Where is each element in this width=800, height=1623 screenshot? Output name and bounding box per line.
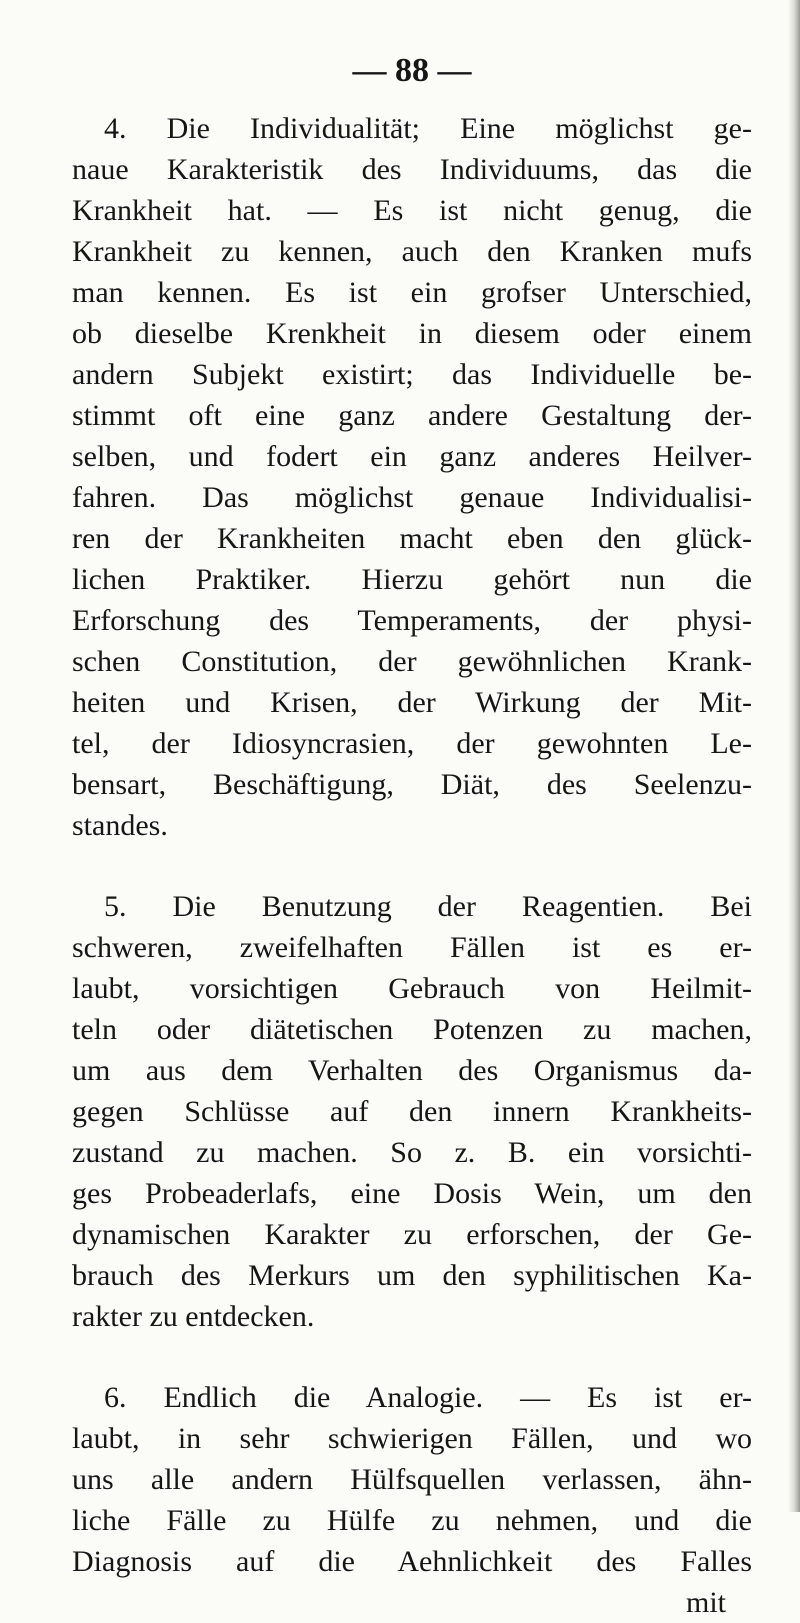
text-line: lichen Praktiker. Hierzu gehört nun die: [72, 563, 752, 596]
page-number: — 88 —: [352, 52, 472, 89]
text-line: dynamischen Karakter zu erforschen, der Ge-: [72, 1218, 752, 1251]
text-line: Krankheit hat. — Es ist nicht genug, die: [72, 194, 752, 227]
text-line: 4. Die Individualität; Eine möglichst ge-: [104, 112, 752, 145]
text-line: ges Probeaderlafs, eine Dosis Wein, um den: [72, 1177, 752, 1210]
text-line: rakter zu entdecken.: [72, 1300, 315, 1333]
text-line: laubt, in sehr schwierigen Fällen, und wo: [72, 1422, 752, 1455]
paragraph-gap: [72, 846, 752, 886]
text-line: Krankheit zu kennen, auch den Kranken mufs: [72, 235, 752, 268]
text-line: fahren. Das möglichst genaue Individualisi-: [72, 481, 752, 514]
text-line: schen Constitution, der gewöhnlichen Krank-: [72, 645, 752, 678]
text-line: tel, der Idiosyncrasien, der gewohnten Le-: [72, 727, 752, 760]
text-line: ob dieselbe Krenkheit in diesem oder einem: [72, 317, 752, 350]
page-edge-shadow: [788, 0, 800, 1512]
text-line: andern Subjekt existirt; das Individuelle be-: [72, 358, 752, 391]
text-line: stimmt oft eine ganz andere Gestaltung der-: [72, 399, 752, 432]
text-line: schweren, zweifelhaften Fällen ist es er-: [72, 931, 752, 964]
paragraph-individualitaet: [72, 108, 752, 846]
text-line: um aus dem Verhalten des Organismus da-: [72, 1054, 752, 1087]
text-line: heiten und Krisen, der Wirkung der Mit-: [72, 686, 752, 719]
catchword: mit: [685, 1586, 726, 1619]
text-line: laubt, vorsichtigen Gebrauch von Heilmit-: [72, 972, 752, 1005]
book-page: [72, 50, 752, 1623]
text-line: bensart, Beschäftigung, Diät, des Seelenzu-: [72, 768, 752, 801]
paragraph-reagentien: [72, 886, 752, 1337]
text-line: standes.: [72, 809, 168, 842]
text-line: 6. Endlich die Analogie. — Es ist er-: [104, 1381, 752, 1414]
text-line: selben, und fodert ein ganz anderes Heilver-: [72, 440, 752, 473]
text-line: gegen Schlüsse auf den innern Krankheits-: [72, 1095, 752, 1128]
text-line: Diagnosis auf die Aehnlichkeit des Falles: [72, 1545, 752, 1578]
text-line: Erforschung des Temperaments, der physi-: [72, 604, 752, 637]
text-line: naue Karakteristik des Individuums, das die: [72, 153, 752, 186]
paragraph-gap: [72, 1337, 752, 1377]
text-line: 5. Die Benutzung der Reagentien. Bei: [104, 890, 752, 923]
text-line: brauch des Merkurs um den syphilitischen Ka-: [72, 1259, 752, 1292]
text-line: zustand zu machen. So z. B. ein vorsichti-: [72, 1136, 752, 1169]
text-line: liche Fälle zu Hülfe zu nehmen, und die: [72, 1504, 752, 1537]
text-line: ren der Krankheiten macht eben den glück-: [72, 522, 752, 555]
text-line: uns alle andern Hülfsquellen verlassen, ähn-: [72, 1463, 752, 1496]
text-line: teln oder diätetischen Potenzen zu machen,: [72, 1013, 752, 1046]
text-line: man kennen. Es ist ein grofser Unterschied,: [72, 276, 752, 309]
paragraph-analogie: [72, 1377, 752, 1582]
